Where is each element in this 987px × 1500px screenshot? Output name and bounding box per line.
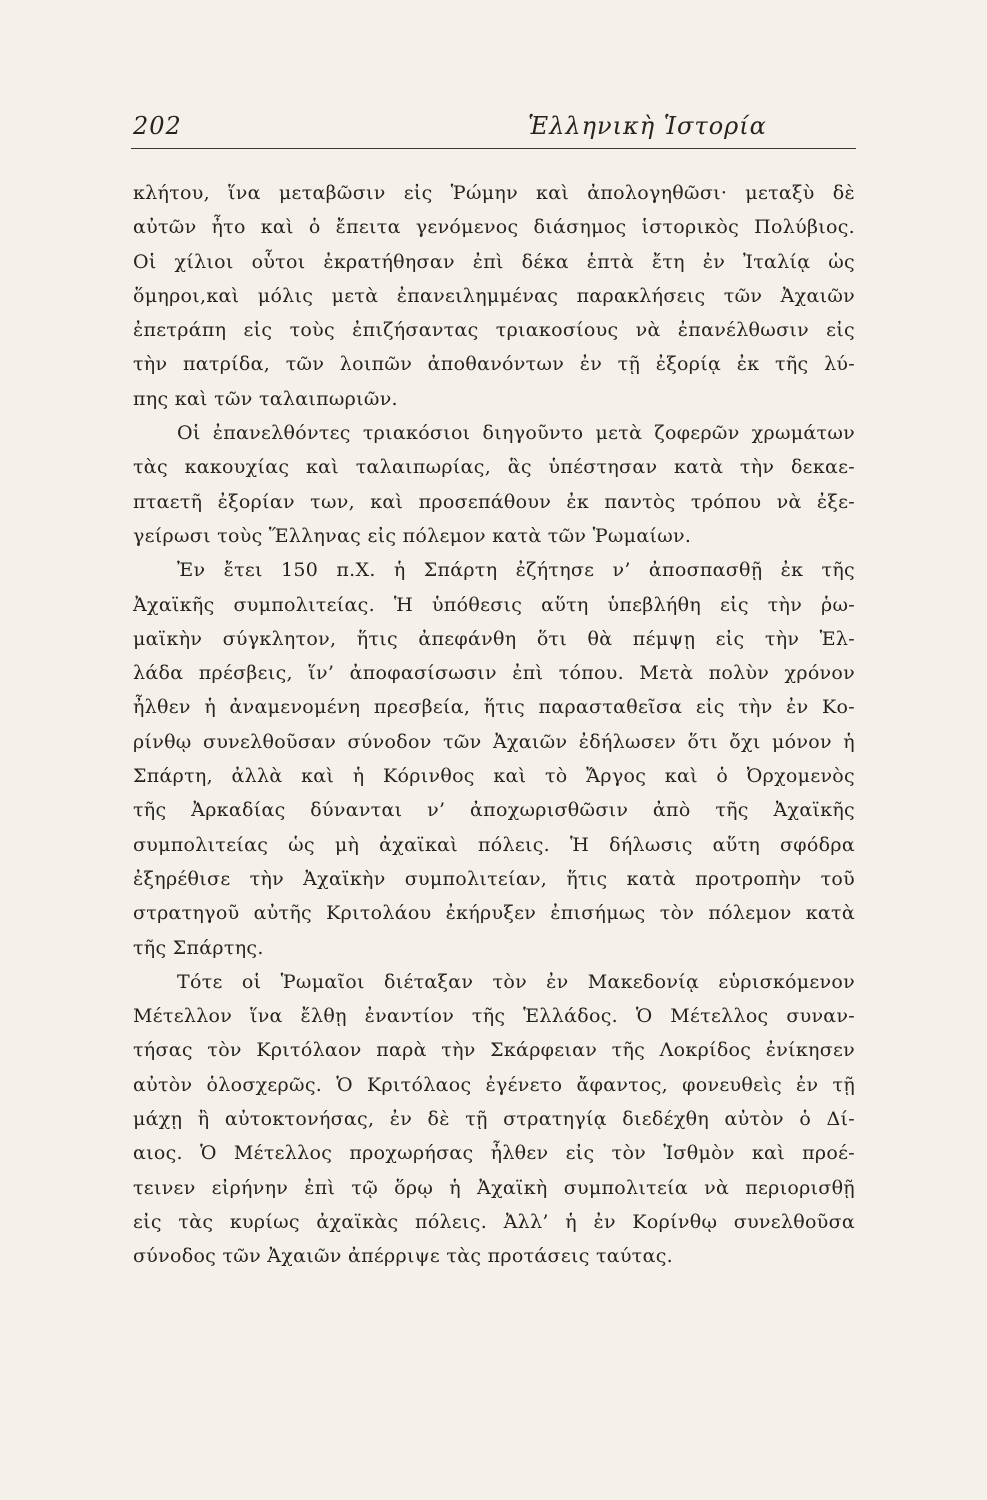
- text-line: τῆς Ἀρκαδίας δύνανται ν’ ἀποχωρισθῶσιν ἀπὸ τῆς Ἀχαϊκῆς: [133, 799, 855, 822]
- text-line: Οἱ ἐπανελθόντες τριακόσιοι διηγοῦντο μετὰ ζοφερῶν χρωμάτων: [177, 422, 855, 445]
- text-line: συμπολιτείας ὡς μὴ ἀχαϊκαὶ πόλεις. Ἡ δήλωσις αὕτη σφόδρα: [133, 833, 855, 856]
- text-line: Ἀχαϊκῆς συμπολιτείας. Ἡ ὑπόθεσις αὕτη ὑπεβλήθη εἰς τὴν ῥω-: [133, 593, 855, 616]
- text-line: στρατηγοῦ αὐτῆς Κριτολάου ἐκήρυξεν ἐπισήμως τὸν πόλεμον κατὰ: [133, 902, 855, 925]
- text-line: αὐτὸν ὁλοσχερῶς. Ὁ Κριτόλαος ἐγένετο ἄφαντος, φονευθεὶς ἐν τῇ: [133, 1073, 855, 1096]
- text-line: Οἱ χίλιοι οὗτοι ἐκρατήθησαν ἐπὶ δέκα ἑπτὰ ἔτη ἐν Ἰταλίᾳ ὡς: [133, 250, 855, 273]
- text-line: τῆς Σπάρτης.: [133, 936, 264, 959]
- text-line: αὐτῶν ἦτο καὶ ὁ ἔπειτα γενόμενος διάσημος ἱστορικὸς Πολύβιος.: [133, 216, 855, 239]
- text-line: γείρωσι τοὺς Ἕλληνας εἰς πόλεμον κατὰ τῶν Ῥωμαίων.: [133, 524, 692, 547]
- text-line: σύνοδος τῶν Ἀχαιῶν ἀπέρριψε τὰς προτάσεις ταύτας.: [133, 1245, 674, 1268]
- page-header: [131, 112, 856, 149]
- text-line: πης καὶ τῶν ταλαιπωριῶν.: [133, 387, 398, 410]
- text-line: τεινεν εἰρήνην ἐπὶ τῷ ὅρῳ ἡ Ἀχαϊκὴ συμπολιτεία νὰ περιορισθῇ: [133, 1176, 855, 1199]
- text-line: Ἐν ἔτει 150 π.Χ. ἡ Σπάρτη ἐζήτησε ν’ ἀποσπασθῇ ἐκ τῆς: [177, 559, 855, 582]
- text-line: μάχῃ ἢ αὐτοκτονήσας, ἐν δὲ τῇ στρατηγίᾳ διεδέχθη αὐτὸν ὁ Δί-: [133, 1108, 855, 1131]
- text-line: αιος. Ὁ Μέτελλος προχωρήσας ἦλθεν εἰς τὸν Ἰσθμὸν καὶ προέ-: [133, 1142, 855, 1165]
- text-line: τὰς κακουχίας καὶ ταλαιπωρίας, ἃς ὑπέστησαν κατὰ τὴν δεκαε-: [133, 456, 855, 479]
- text-line: τὴν πατρίδα, τῶν λοιπῶν ἀποθανόντων ἐν τῇ ἐξορίᾳ ἐκ τῆς λύ-: [133, 353, 855, 376]
- running-title: Ἑλληνικὴ Ἱστορία: [528, 112, 767, 140]
- text-line: πταετῆ ἐξορίαν των, καὶ προσεπάθουν ἐκ παντὸς τρόπου νὰ ἐξε-: [133, 490, 855, 513]
- text-line: ρίνθῳ συνελθοῦσαν σύνοδον τῶν Ἀχαιῶν ἐδήλωσεν ὅτι ὄχι μόνον ἡ: [133, 730, 855, 753]
- text-line: μαϊκὴν σύγκλητον, ἥτις ἀπεφάνθη ὅτι θὰ πέμψῃ εἰς τὴν Ἑλ-: [133, 627, 855, 650]
- text-line: ἐπετράπη εἰς τοὺς ἐπιζήσαντας τριακοσίους νὰ ἐπανέλθωσιν εἰς: [133, 319, 855, 342]
- text-line: τήσας τὸν Κριτόλαον παρὰ τὴν Σκάρφειαν τῆς Λοκρίδος ἐνίκησεν: [133, 1039, 855, 1062]
- text-line: Μέτελλον ἵνα ἔλθῃ ἐναντίον τῆς Ἑλλάδος. Ὁ Μέτελλος συναν-: [133, 1005, 855, 1028]
- page-number: 202: [133, 112, 182, 140]
- body-text: [133, 176, 855, 1274]
- text-line: ὅμηροι,καὶ μόλις μετὰ ἐπανειλημμένας παρακλήσεις τῶν Ἀχαιῶν: [133, 284, 855, 307]
- text-line: κλήτου, ἵνα μεταβῶσιν εἰς Ῥώμην καὶ ἀπολογηθῶσι· μεταξὺ δὲ: [133, 182, 855, 204]
- text-line: ἐξηρέθισε τὴν Ἀχαϊκὴν συμπολιτείαν, ἥτις κατὰ προτροπὴν τοῦ: [133, 867, 855, 890]
- text-line: Τότε οἱ Ῥωμαῖοι διέταξαν τὸν ἐν Μακεδονίᾳ εὑρισκόμενον: [177, 970, 855, 993]
- text-line: λάδα πρέσβεις, ἵν’ ἀποφασίσωσιν ἐπὶ τόπου. Μετὰ πολὺν χρόνον: [133, 662, 855, 685]
- text-line: ἦλθεν ἡ ἀναμενομένη πρεσβεία, ἥτις παρασταθεῖσα εἰς τὴν ἐν Κο-: [133, 696, 855, 719]
- text-line: Σπάρτη, ἀλλὰ καὶ ἡ Κόρινθος καὶ τὸ Ἄργος καὶ ὁ Ὀρχομενὸς: [133, 765, 855, 788]
- text-line: εἰς τὰς κυρίως ἀχαϊκὰς πόλεις. Ἀλλ’ ἡ ἐν Κορίνθῳ συνελθοῦσα: [133, 1210, 855, 1233]
